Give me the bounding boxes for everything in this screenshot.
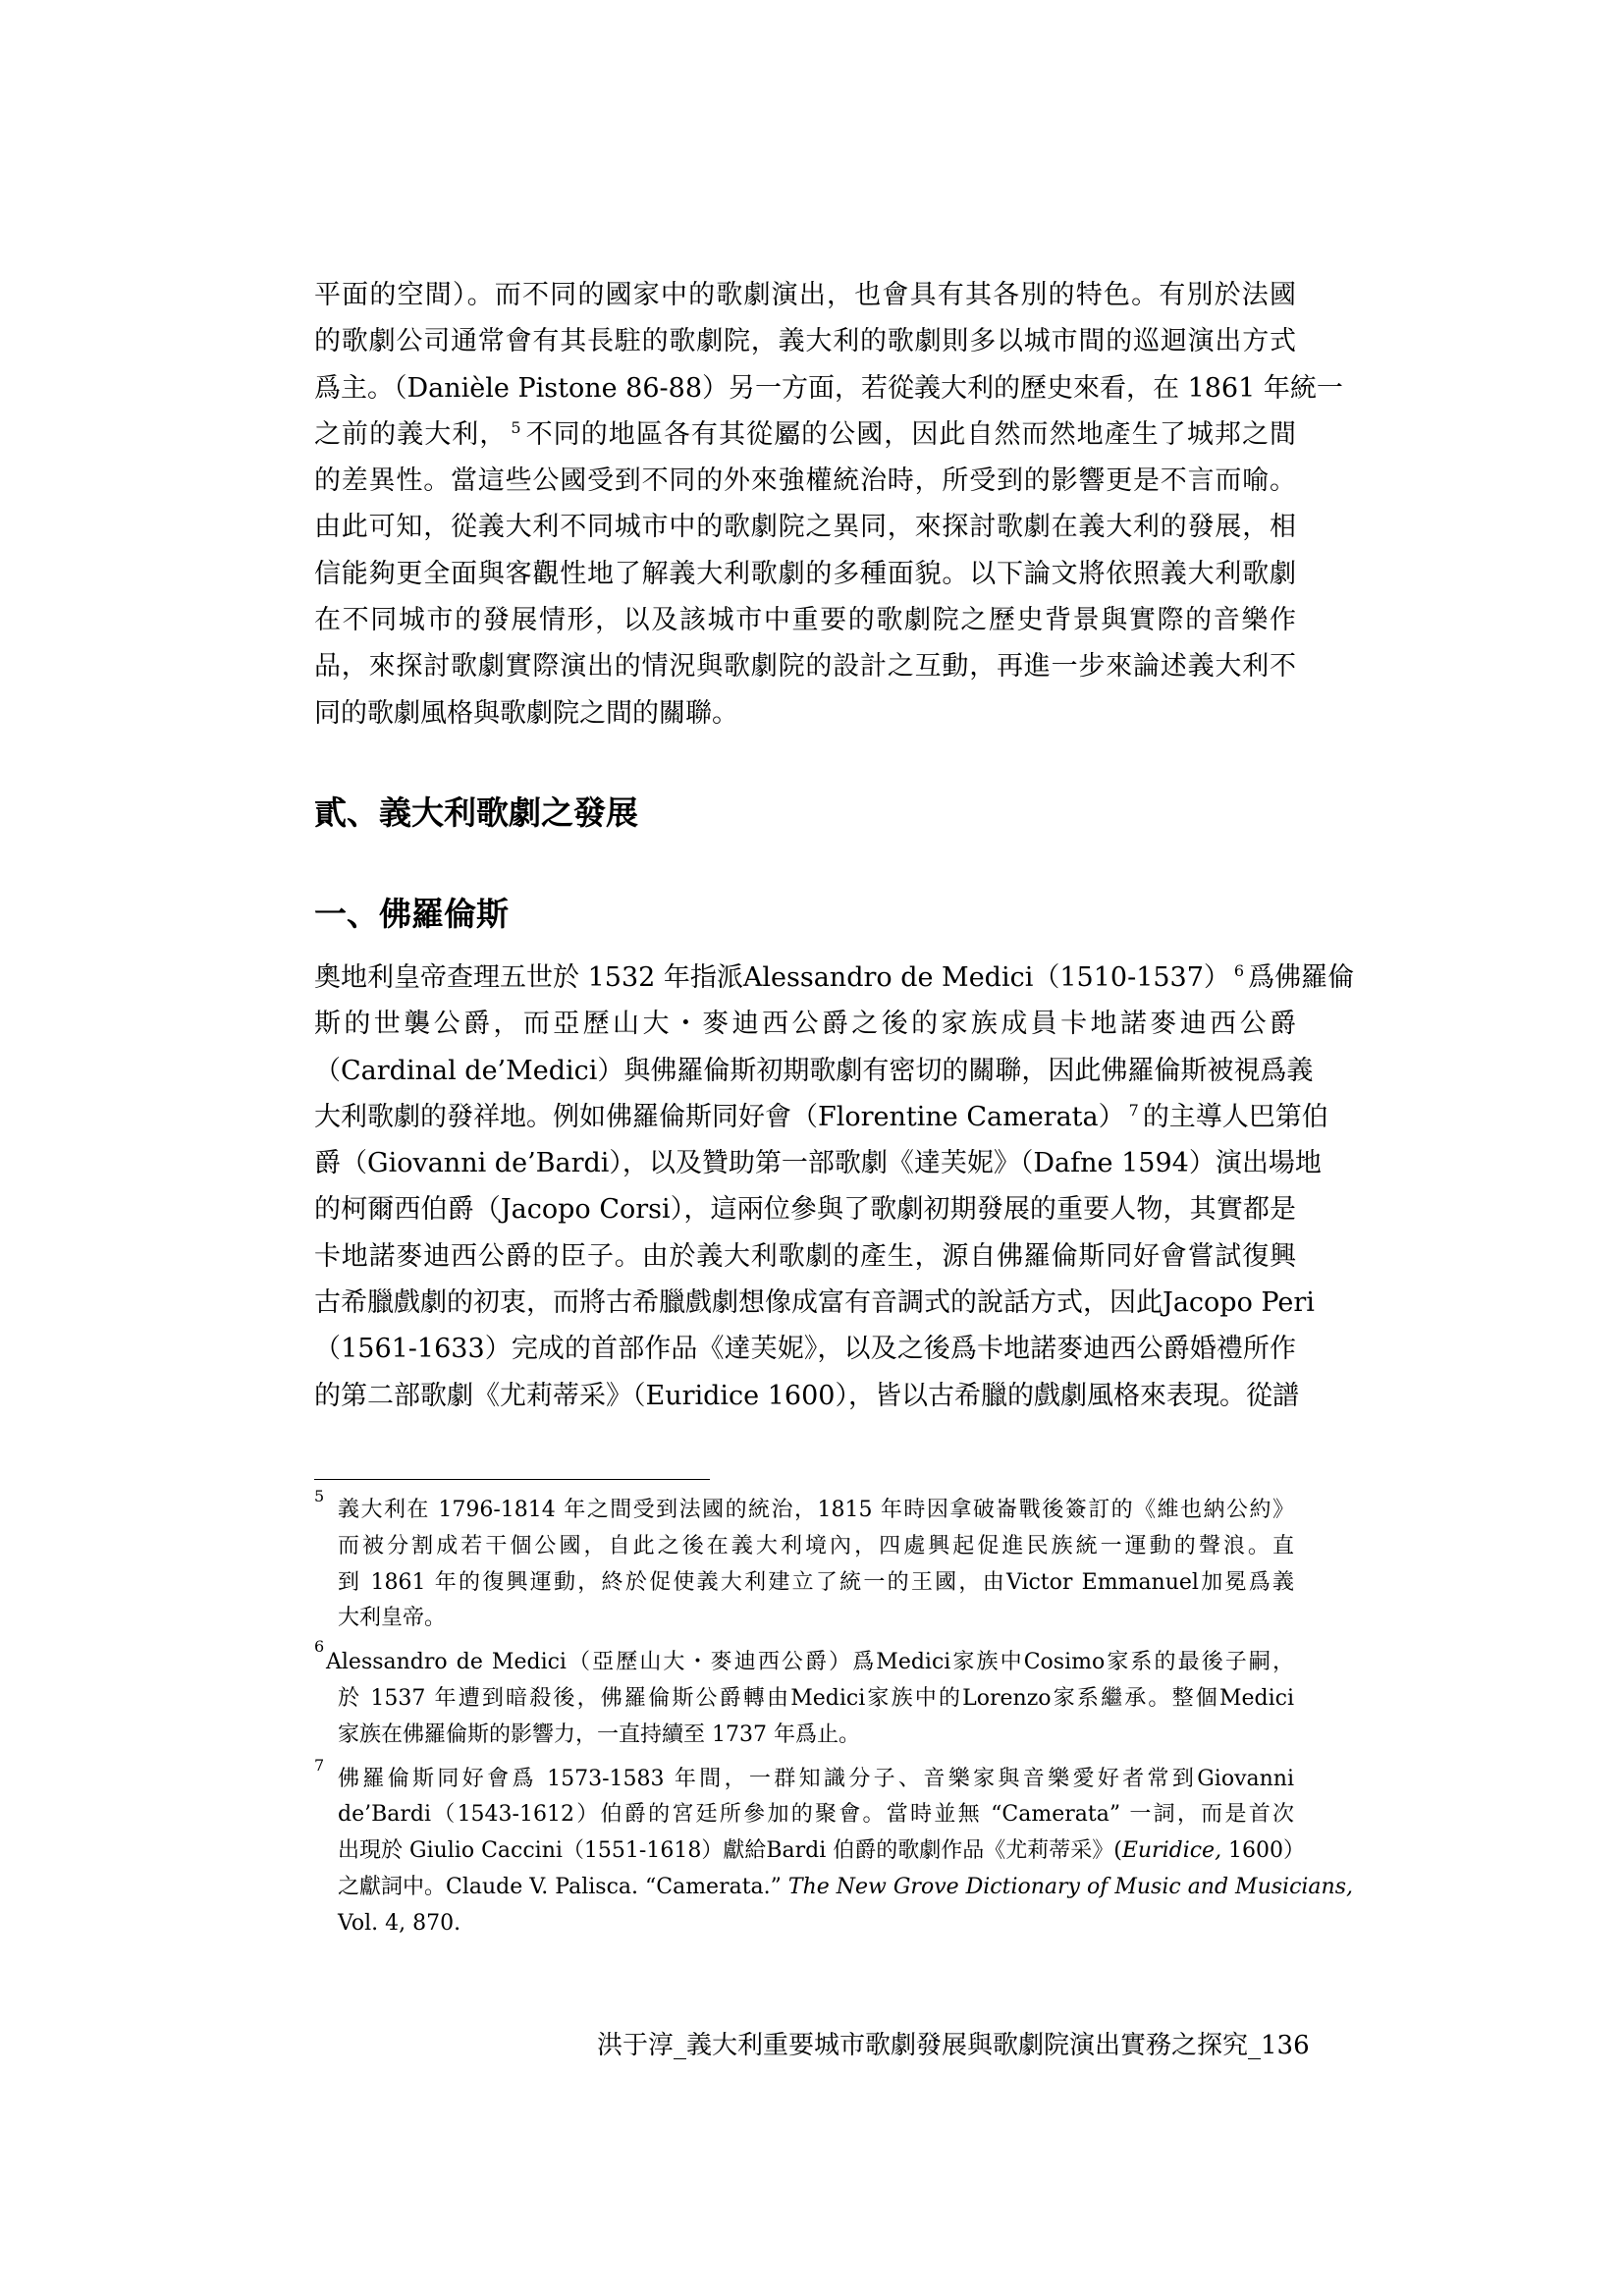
footnote-line: 義大利在 1796-1814 年之間受到法國的統治，1815 年時因拿破崙戰後簽訂的《維也納公約》 [338, 1498, 1294, 1522]
footnote-line: 之獻詞中。Claude V. Palisca. “Camerata.” The New Grove Dictionary of Music and Musicians, [338, 1874, 1353, 1899]
footnote-7 [314, 1755, 1353, 1942]
footnote-number: 7 [314, 1755, 325, 1775]
footnote-ref-6[interactable]: 6 [1233, 961, 1245, 980]
footnote-separator [314, 1479, 710, 1480]
text-line: （1561-1633）完成的首部作品《達芙妮》，以及之後爲卡地諾麥迪西公爵婚禮所作 [314, 1334, 1296, 1365]
footnote-line: Alessandro de Medici（亞歷山大・麥迪西公爵）爲Medici家族中Cosimo家系的最後子嗣， [326, 1650, 1294, 1675]
text-line: 品，來探討歌劇實際演出的情況與歌劇院的設計之互動，再進一步來論述義大利不 [314, 651, 1296, 683]
footnote-line: 而被分割成若干個公國，自此之後在義大利境內，四處興起促進民族統一運動的聲浪。直 [338, 1533, 1294, 1558]
footnote-ref-5[interactable]: 5 [511, 417, 521, 437]
text-line: 的歌劇公司通常會有其長駐的歌劇院，義大利的歌劇則多以城市間的巡迴演出方式 [314, 326, 1296, 357]
footnote-line: 於 1537 年遭到暗殺後，佛羅倫斯公爵轉由Medici家族中的Lorenzo家系繼承。整個Medici [338, 1685, 1294, 1711]
text-line: 由此可知，從義大利不同城市中的歌劇院之異同，來探討歌劇在義大利的發展，相 [314, 512, 1296, 543]
running-footer: 洪于淳_義大利重要城市歌劇發展與歌劇院演出實務之探究_136 [597, 2031, 1310, 2060]
section-heading: 貳、義大利歌劇之發展 [314, 793, 638, 832]
body-paragraph-1 [314, 272, 1343, 737]
footnote-line: 家族在佛羅倫斯的影響力，一直持續至 1737 年爲止。 [338, 1722, 860, 1747]
footnote-5 [314, 1487, 1294, 1637]
text-line: （Cardinal de’Medici）與佛羅倫斯初期歌劇有密切的關聯，因此佛羅倫斯被視爲義 [314, 1055, 1314, 1086]
footnote-line: de’Bardi（1543-1612）伯爵的宮廷所參加的聚會。當時並無 “Camerata” 一詞，而是首次 [338, 1802, 1294, 1828]
text-line: 奧地利皇帝查理五世於 1532 年指派Alessandro de Medici（1510-1537） $^6$ 爲佛羅倫 [314, 961, 1355, 993]
footnote-6 [314, 1637, 1294, 1753]
text-line: 爵（Giovanni de’Bardi），以及贊助第一部歌劇《達芙妮》（Dafne 1594）演出場地 [314, 1148, 1322, 1179]
footnote-ref-7[interactable]: 7 [1128, 1100, 1139, 1120]
sub-heading: 一、佛羅倫斯 [314, 895, 509, 933]
footnote-line: 佛羅倫斯同好會爲 1573-1583 年間，一群知識分子、音樂家與音樂愛好者常到Giovanni [338, 1766, 1294, 1791]
footnote-number: 6 [314, 1637, 325, 1657]
text-line: 大利歌劇的發祥地。例如佛羅倫斯同好會（Florentine Camerata） $^7$ 的主導人巴第伯 [314, 1100, 1328, 1132]
text-line: 的柯爾西伯爵（Jacopo Corsi），這兩位參與了歌劇初期發展的重要人物，其實都是 [314, 1194, 1296, 1226]
text-line: 在不同城市的發展情形，以及該城市中重要的歌劇院之歷史背景與實際的音樂作 [314, 605, 1296, 636]
text-line: 同的歌劇風格與歌劇院之間的關聯。 [314, 697, 738, 729]
text-line: 之前的義大利， $^5$ 不同的地區各有其從屬的公國，因此自然而然地產生了城邦之間 [314, 417, 1297, 450]
body-paragraph-2 [314, 955, 1355, 1419]
text-line: 斯的世襲公爵，而亞歷山大・麥迪西公爵之後的家族成員卡地諾麥迪西公爵 [314, 1009, 1296, 1040]
text-line: 古希臘戲劇的初衷，而將古希臘戲劇想像成富有音調式的說話方式，因此Jacopo Peri [314, 1287, 1315, 1319]
text-line: 的第二部歌劇《尤莉蒂采》（Euridice 1600），皆以古希臘的戲劇風格來表現。從譜 [314, 1380, 1299, 1411]
text-line: 信能夠更全面與客觀性地了解義大利歌劇的多種面貌。以下論文將依照義大利歌劇 [314, 558, 1296, 589]
footnote-line: 大利皇帝。 [338, 1606, 447, 1631]
footnote-line: Vol. 4, 870. [338, 1910, 461, 1936]
text-line: 卡地諾麥迪西公爵的臣子。由於義大利歌劇的產生，源自佛羅倫斯同好會嘗試復興 [314, 1240, 1296, 1272]
text-line: 爲主。（Danièle Pistone 86-88）另一方面，若從義大利的歷史來看，在 1861 年統一 [314, 372, 1343, 404]
footnote-line: 出現於 Giulio Caccini（1551-1618）獻給Bardi 伯爵的歌劇作品《尤莉蒂采》(Euridice, 1600） [338, 1838, 1306, 1864]
footnote-line: 到 1861 年的復興運動，終於促使義大利建立了統一的王國，由Victor Emmanuel加冕爲義 [338, 1569, 1294, 1595]
footnote-number: 5 [314, 1487, 325, 1505]
text-line: 平面的空間）。而不同的國家中的歌劇演出，也會具有其各別的特色。有別於法國 [314, 280, 1296, 310]
text-line: 的差異性。當這些公國受到不同的外來強權統治時，所受到的影響更是不言而喻。 [314, 465, 1296, 497]
footnotes [314, 1487, 1353, 1950]
